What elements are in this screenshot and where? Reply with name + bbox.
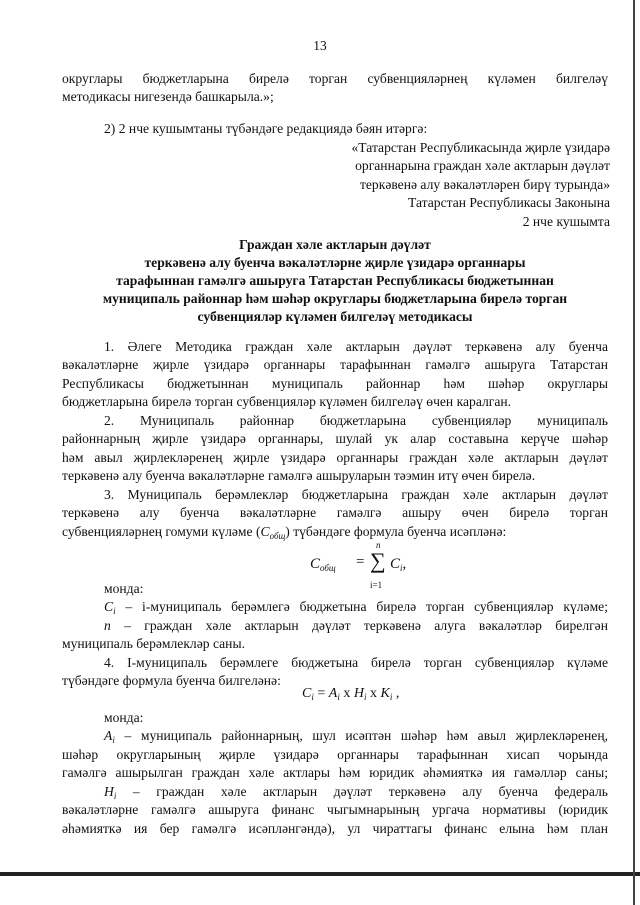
paragraph-line: теркәвенә алу буенча вәкаләтләрне гамәлгә ашыруларын тәэмин итү өчен бирелә.: [62, 468, 536, 483]
paragraph-line: 1. Әлеге Методика граждан хәле актларын дәүләт теркәвенә алу буенча: [104, 339, 608, 354]
definition-line: гамәлгә ашырылган граждан хәле актлары һәм юридик әһәмияткә ия гамәлләр саны;: [62, 765, 608, 780]
appendix-ref-line: теркәвенә алу вәкаләтләрен бирү турында»: [359, 177, 610, 192]
appendix-ref-line: «Татарстан Республикасында җирле үзидарә: [351, 140, 610, 155]
text-line: монда:: [104, 581, 144, 596]
definition-line: шәһәр округларының җирле үзидарә органнары тарафыннан хисап чорында: [62, 747, 608, 762]
paragraph-line: һәм авыл җирлекләренең җирле үзидарә органнары граждан хәле актларын дәүләт: [62, 450, 608, 465]
paragraph-line: 3. Муниципаль берәмлекләр бюджетларына граждан хәле актларын дәүләт: [104, 487, 608, 502]
scan-right-edge: [633, 0, 635, 905]
paragraph-line: районнарның җирле үзидарә органнары, шулай ук алар составына керүче шәһәр: [62, 431, 608, 446]
text-line: 2) 2 нче кушымтаны түбәндәге редакциядә бәян итәргә:: [104, 121, 428, 136]
appendix-ref-line: органнарына граждан хәле актларын дәүләт: [355, 158, 610, 173]
paragraph-line: түбәндәге формула буенча билгеләнә:: [62, 673, 281, 688]
formula-municipal-subvention: $C_i = A_i$ x $H_i$ x $K_i$ ,: [302, 686, 400, 702]
page-number: 13: [313, 38, 327, 53]
text-line: округлары бюджетларына бирелә торган субвенцияләрнең күләмен билгеләү: [62, 71, 608, 86]
scan-bottom-edge: [0, 872, 640, 876]
definition-line: вәкаләтләрне гамәлгә ашыруга финанс чыгымнарының ургача нормативы (юридик: [62, 802, 608, 817]
definition-line: муниципаль берәмлекләр саны.: [62, 636, 245, 651]
section-title-line: теркәвенә алу буенча вәкаләтләрне җирле үзидарә органнары: [144, 255, 526, 270]
section-title-line: муниципаль районнар һәм шәһәр округлары бюджетларына бирелә торган: [102, 291, 568, 306]
paragraph-line: Республикасы бюджетыннан муниципаль районнар һәм шәһәр округлары: [62, 376, 608, 391]
definition-line: әһәмияткә ия бер гамәлгә исәпләнгәндә), ул чираттагы финанс елына һәм план: [62, 821, 608, 836]
definition-line: $C_i$ – i-муниципаль берәмлегә бюджетына бирелә торган субвенцияләр күләме;: [104, 599, 608, 616]
section-title-line: Граждан хәле актларын дәүләт: [239, 237, 431, 252]
paragraph-line: теркәвенә алу буенча вәкаләтләрне гамәлгә ашыру өчен бирелә торган: [62, 505, 608, 520]
definition-line: $A_i$ – муниципаль районнарның, шул исәптән шәһәр һәм авыл җирлекләренең,: [104, 728, 608, 745]
definition-line: n – граждан хәле актларын дәүләт теркәвенә алуга вәкаләтләр бирелгән: [104, 618, 608, 633]
paragraph-line: 4. I-муниципаль берәмлеге бюджетына бирелә торган субвенцияләр күләме: [104, 655, 608, 670]
section-title-line: тарафыннан гамәлгә ашыруга Татарстан Республикасы бюджетыннан: [116, 273, 554, 288]
paragraph-line: бюджетларына бирелә торган субвенцияләр күләмен билгеләү өчен каралган.: [62, 394, 512, 409]
paragraph-line: вәкаләтләрне җирле үзидарә органнары тарафыннан гамәлгә ашыруга Татарстан: [62, 357, 608, 372]
appendix-ref-line: Татарстан Республикасы Законына: [407, 195, 610, 210]
section-title-line: субвенцияләр күләмен билгеләү методикасы: [197, 309, 473, 324]
formula-total-subvention: $C_{общ}$ = n ∑ i=1 $C_i$,: [310, 540, 407, 590]
definition-line: $H_i$ – граждан хәле актларын дәүләт теркәвенә алу буенча федераль: [104, 784, 608, 801]
paragraph-line: 2. Муниципаль районнар бюджетларына субвенцияләр муниципаль: [104, 413, 608, 428]
appendix-ref-line: 2 нче кушымта: [522, 214, 610, 229]
text-line: монда:: [104, 710, 144, 725]
text-line: методикасы нигезендә башкарыла.»;: [62, 89, 274, 104]
paragraph-line: субвенцияләрнең гомуми күләме $(C_{общ})$ түбәндәге формула буенча исәпләнә:: [62, 524, 507, 541]
